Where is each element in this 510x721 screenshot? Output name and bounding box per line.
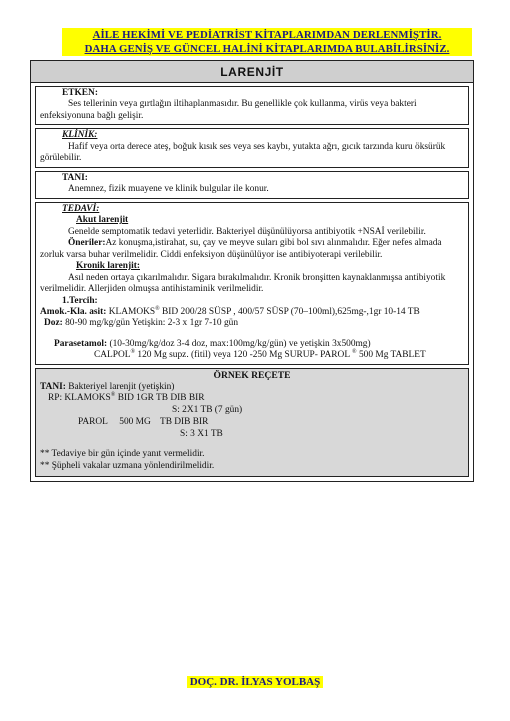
banner-line-2: DAHA GENİŞ VE GÜNCEL HALİNİ KİTAPLARIMDA BULABİLİRSİNİZ.	[62, 42, 472, 56]
para-label: Parasetamol:	[54, 338, 108, 349]
amok-text-a: KLAMOKS	[106, 306, 156, 317]
author-name: DOÇ. DR. İLYAS YOLBAŞ	[187, 676, 324, 688]
rx-b: BID 1GR TB DIB BIR	[115, 393, 205, 404]
registered-mark: ®	[130, 349, 136, 356]
rx-parol: PAROL	[78, 416, 108, 427]
klinik-text: Hafif veya orta derece ateş, boğuk kısık ses veya ses kaybı, yutakta ağrı, gıcık tarzında kuru öksürük görülebilir.	[40, 141, 446, 164]
amok-text-b: BID 200/28 SÜSP , 400/57 SÜSP (70–100ml),625mg-,1gr 10-14 TB	[159, 306, 420, 317]
calpol-c: 500 Mg TABLET	[356, 350, 426, 361]
first-choice-label: 1.Tercih:	[62, 295, 98, 306]
rx-a: RP: KLAMOKS	[48, 393, 111, 404]
etken-text: Ses tellerinin veya gırtlağın iltihaplanmasıdır. Bu genellikle çok kullanma, virüs veya bakteri enfeksiyonuna bağlı gelişir.	[40, 99, 417, 121]
prescription-diagnosis	[40, 382, 464, 394]
sample-prescription	[35, 368, 469, 477]
registered-mark: ®	[352, 349, 357, 356]
prescription-heading: ÖRNEK REÇETE	[213, 369, 291, 381]
oneriler-text: Az konuşma,istirahat, su, çay ve meyve suları gibi bol sıvı alınmalıdır. Eğer nefes almada zorluk varsa buhar verilmelidir. Ciddi enfeksiyon düşünülüyor ise antibiyoterapi verilebilir.	[40, 238, 442, 260]
amok-label: Amok.-Kla. asit:	[40, 306, 107, 317]
para-text: (10-30mg/kg/doz 3-4 doz, max:100mg/kg/gün) ve yetişkin 3x500mg)	[107, 338, 371, 349]
rx-tani-label: TANI:	[40, 381, 66, 392]
rx-klamoks-dose: S: 2X1 TB (7 gün)	[172, 405, 243, 416]
calpol-line	[40, 350, 464, 361]
rx-parol-rest: 500 MG TB DIB BIR	[107, 416, 209, 427]
rx-parol-line	[40, 417, 464, 429]
paracetamol-line	[40, 339, 464, 350]
rx-note-2: ** Şüpheli vakalar uzmana yönlendirilmelidir.	[40, 461, 215, 472]
akut-heading: Akut larenjit	[76, 215, 129, 226]
calpol-b: 120 Mg supz. (fitil) veya 120 -250 Mg SURUP- PAROL	[135, 350, 353, 361]
amoxicillin-line	[40, 307, 464, 318]
registered-mark: ®	[155, 305, 160, 312]
doz-text: 80-90 mg/kg/gün Yetişkin: 2-3 x 1gr 7-10 gün	[62, 318, 239, 329]
rx-note-1: ** Tedaviye bir gün içinde yanıt vermelidir.	[40, 449, 205, 460]
author-signature	[0, 676, 510, 689]
dose-line	[40, 318, 464, 329]
page-title: LARENJİT	[31, 61, 473, 83]
document-frame	[30, 60, 474, 482]
etken-section	[35, 86, 469, 125]
klinik-heading: KLİNİK:	[62, 130, 98, 141]
etken-heading: ETKEN:	[62, 88, 98, 98]
kronik-heading: Kronik larenjit:	[76, 261, 140, 272]
klinik-section	[35, 128, 469, 167]
tedavi-heading: TEDAVİ:	[62, 203, 100, 214]
akut-text: Genelde semptomatik tedavi yeterlidir. Bakteriyel düşünülüyorsa antibiyotik +NSAİ verilebilir.	[68, 226, 426, 237]
rx-tani-text: Bakteriyel larenjit (yetişkin)	[65, 381, 175, 392]
compiled-notice-banner	[62, 28, 472, 56]
tani-heading: TANI:	[62, 172, 88, 183]
registered-mark: ®	[110, 392, 116, 399]
banner-line-1: AİLE HEKİMİ VE PEDİATRİST KİTAPLARIMDAN DERLENMİŞTİR.	[62, 28, 472, 42]
oneriler-paragraph	[40, 238, 464, 261]
rx-parol-dose: S: 3 X1 TB	[180, 428, 223, 439]
doz-label: Doz:	[44, 318, 63, 329]
rx-klamoks-line	[40, 393, 464, 405]
calpol-a: CALPOL	[94, 350, 131, 361]
tedavi-section	[35, 202, 469, 365]
tani-section	[35, 171, 469, 199]
kronik-text: Asıl neden ortaya çıkarılmalıdır. Sigara bırakılmalıdır. Kronik bronşitten kaynaklanmışsa antibiyotik verilmelidir. Allerjiden olmuşsa antihistaminik verilmelidir.	[40, 272, 446, 295]
oneriler-label: Öneriler:	[68, 238, 106, 249]
tani-text: Anemnez, fizik muayene ve klinik bulgular ile konur.	[68, 184, 269, 195]
